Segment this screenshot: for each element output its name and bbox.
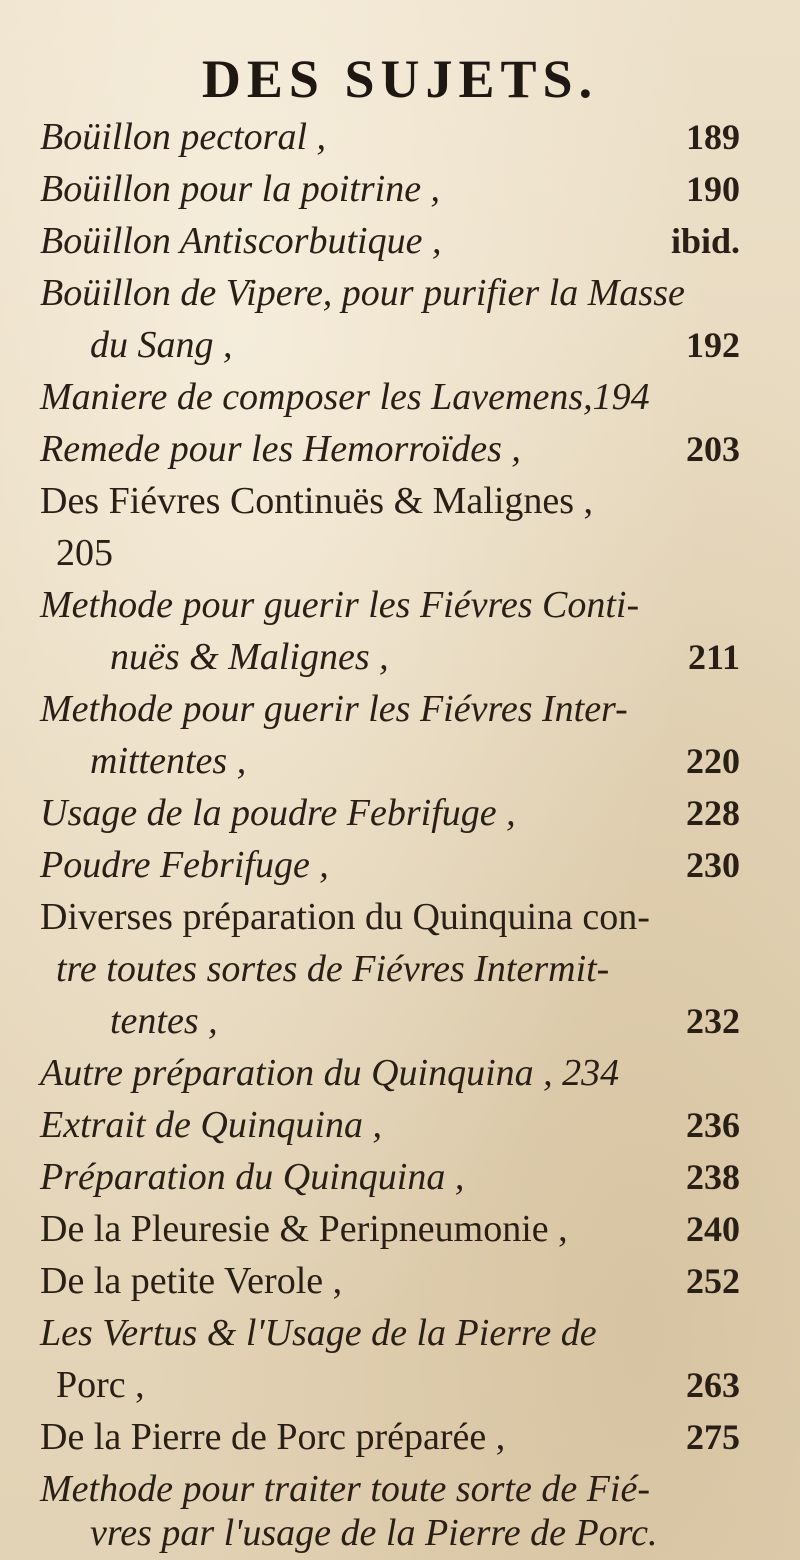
list-item [0,996,800,1046]
entry-page: 230 [686,845,740,885]
entry-page: 220 [686,741,740,781]
entry-text: De la Pleuresie & Peripneumonie , [40,1208,568,1250]
entry-text: 205 [56,532,113,574]
entry-page: 232 [686,1001,740,1041]
list-item [0,1048,800,1098]
entry-text: du Sang , [90,324,233,366]
entry-text: Diverses préparation du Quinquina con- [40,896,650,938]
list-item [0,1508,800,1558]
list-item [0,164,800,214]
entry-text: Autre préparation du Quinquina , 234 [40,1052,620,1094]
list-item [0,372,800,422]
list-item [0,1412,800,1462]
entry-text: nuës & Malignes , [110,636,389,678]
entry-text: Boüillon pectoral , [40,116,327,158]
entry-text: tre toutes sortes de Fiévres Intermit- [56,948,610,990]
entry-page: 238 [686,1157,740,1197]
entry-text: Porc , [56,1364,145,1406]
entry-text: Poudre Febrifuge , [40,844,329,886]
list-item [0,632,800,682]
list-item [0,788,800,838]
entry-text: Des Fiévres Continuës & Malignes , [40,480,594,522]
list-item [0,320,800,370]
entry-text: Les Vertus & l'Usage de la Pierre de [40,1312,597,1354]
list-item [0,268,800,318]
entry-page: ibid. [670,221,740,261]
list-item [0,424,800,474]
list-item [0,1152,800,1202]
list-item [0,892,800,942]
entry-page: 240 [686,1209,740,1249]
list-item [0,944,800,994]
entry-text: vres par l'usage de la Pierre de Porc. [90,1512,658,1554]
running-head: DES SUJETS. [201,49,599,109]
entry-page: 275 [686,1417,740,1457]
entry-text: tentes , [110,1000,218,1042]
entry-text: Methode pour guerir les Fiévres Inter- [40,688,628,730]
list-item [0,1360,800,1410]
entry-page: 228 [686,793,740,833]
entry-page: 190 [686,169,740,209]
entry-text: Methode pour traiter toute sorte de Fié- [40,1468,650,1510]
list-item [0,580,800,630]
list-item [0,216,800,266]
entry-text: De la petite Verole , [40,1260,343,1302]
list-item [0,528,800,578]
list-item [0,840,800,890]
entry-text: Maniere de composer les Lavemens,194 [40,376,650,418]
entry-text: Boüillon pour la poitrine , [40,168,441,210]
entry-text: Boüillon de Vipere, pour purifier la Masse [40,272,685,314]
entry-page: 192 [686,325,740,365]
list-item [0,1204,800,1254]
entry-text: Methode pour guerir les Fiévres Conti- [40,584,640,626]
entry-page: 203 [686,429,740,469]
list-item [0,476,800,526]
entry-page: 252 [686,1261,740,1301]
entry-text: Remede pour les Hemorroïdes , [40,428,521,470]
list-item [0,1100,800,1150]
list-item [0,112,800,162]
entry-page: 189 [686,117,740,157]
entry-page: 263 [686,1365,740,1405]
list-item [0,684,800,734]
entry-text: Boüillon Antiscorbutique , [40,220,442,262]
entry-text: De la Pierre de Porc préparée , [40,1416,506,1458]
entry-text: Préparation du Quinquina , [40,1156,465,1198]
entry-page: 211 [687,637,740,677]
entry-text: Usage de la poudre Febrifuge , [40,792,516,834]
list-item [0,1256,800,1306]
list-item [0,1308,800,1358]
entry-page: 236 [686,1105,740,1145]
entry-text: Extrait de Quinquina , [40,1104,382,1146]
entry-text: mittentes , [90,740,247,782]
list-item [0,736,800,786]
list-item [0,1464,800,1514]
